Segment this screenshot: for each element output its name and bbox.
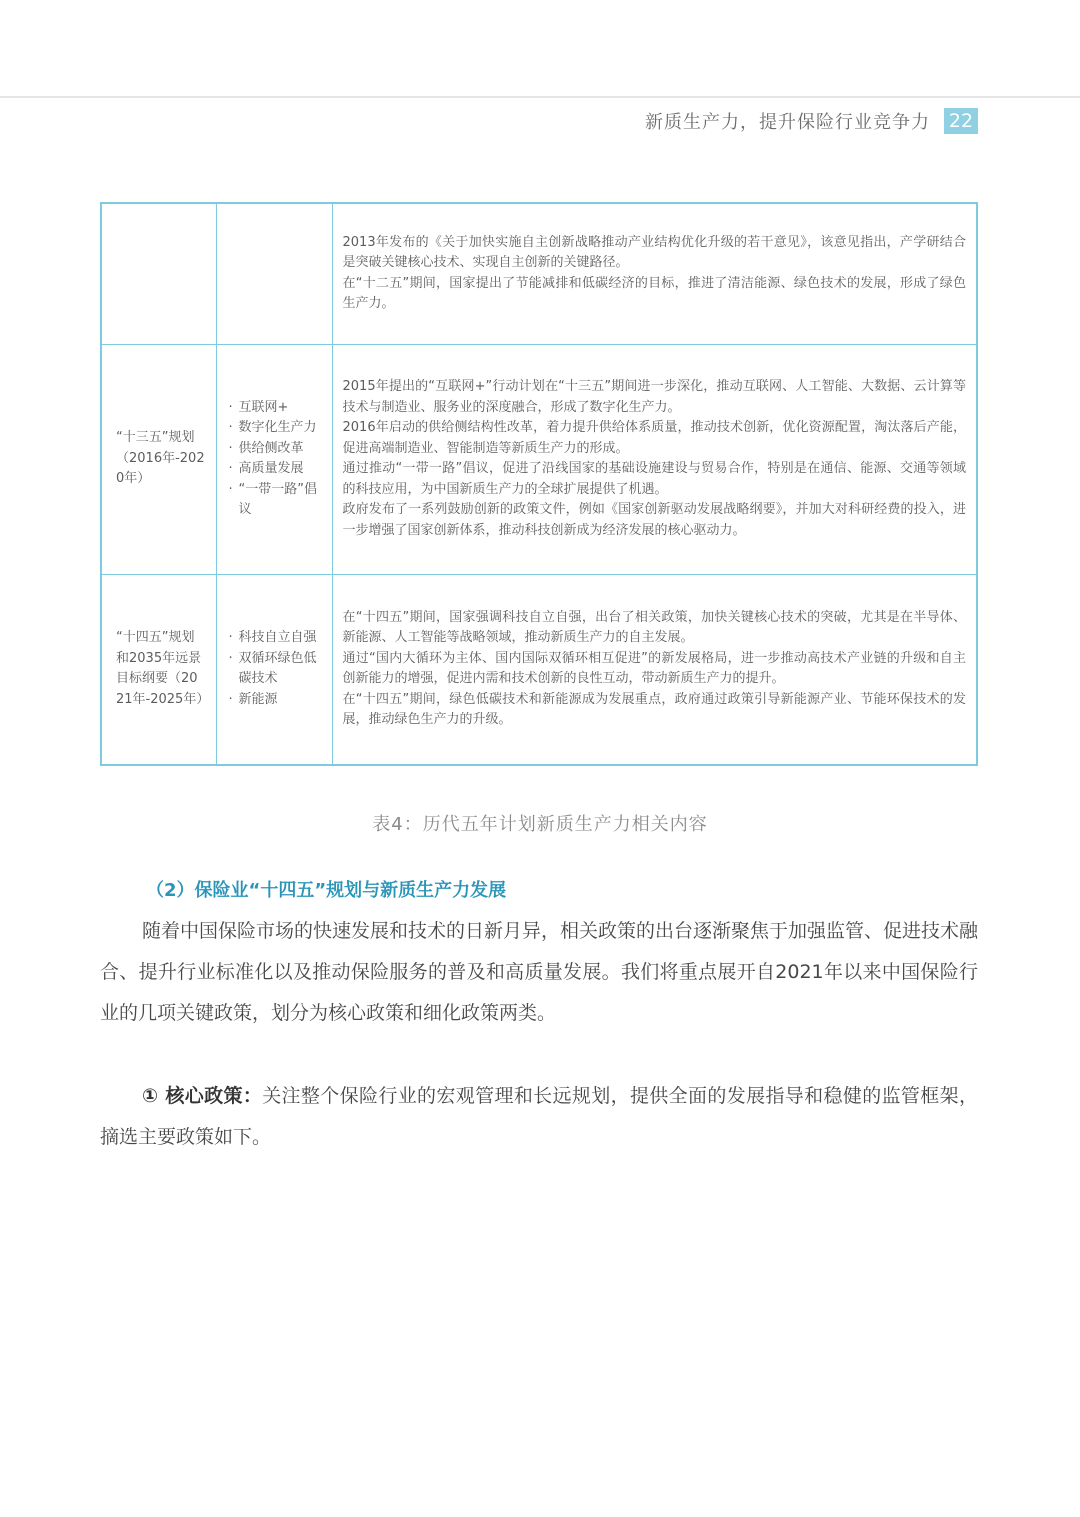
keyword-item: · 互联网+	[229, 398, 324, 419]
content-paragraph: 在“十二五”期间，国家提出了节能减排和低碳经济的目标，推进了清洁能源、绿色技术的发展，形成了绿色生产力。	[342, 275, 966, 312]
table-row	[102, 204, 976, 344]
header-divider	[0, 96, 1080, 98]
keyword-item: · 数字化生产力	[229, 418, 324, 439]
page-number-badge: 22	[944, 108, 978, 134]
period-cell	[102, 204, 216, 344]
content-paragraph: 在“十四五”期间，绿色低碳技术和新能源成为发展重点，政府通过政策引导新能源产业、节能环保技术的发展，推动绿色生产力的升级。	[342, 691, 966, 728]
content-cell	[332, 344, 976, 574]
table-row	[102, 344, 976, 574]
five-year-plan-table	[100, 202, 978, 766]
period-cell: “十四五”规划和2035年远景目标纲要（2021年-2025年）	[102, 574, 216, 764]
content-paragraph: 在“十四五”期间，国家强调科技自立自强，出台了相关政策，加快关键核心技术的突破，尤其是在半导体、新能源、人工智能等战略领域，推动新质生产力的自主发展。	[342, 609, 966, 646]
core-policy-text: 关注整个保险行业的宏观管理和长远规划，提供全面的发展指导和稳健的监管框架，摘选主要政策如下。	[100, 1085, 978, 1148]
keywords-cell	[216, 574, 332, 764]
header-title: 新质生产力，提升保险行业竞争力	[645, 112, 930, 133]
core-policy-paragraph	[100, 1076, 978, 1158]
page-header	[645, 108, 978, 134]
keywords-cell	[216, 204, 332, 344]
keyword-item: · 新能源	[229, 690, 324, 711]
keyword-item: · 高质量发展	[229, 459, 324, 480]
content-cell	[332, 204, 976, 344]
period-cell: “十三五”规划（2016年-2020年）	[102, 344, 216, 574]
content-paragraph: 通过“国内大循环为主体、国内国际双循环相互促进”的新发展格局，进一步推动高技术产业链的升级和自主创新能力的增强，促进内需和技术创新的良性互动，带动新质生产力的提升。	[342, 650, 966, 687]
content-paragraph: 2016年启动的供给侧结构性改革，着力提升供给体系质量，推动技术创新，优化资源配置，淘汰落后产能，促进高端制造业、智能制造等新质生产力的形成。	[342, 420, 966, 456]
table-caption: 表4：历代五年计划新质生产力相关内容	[372, 814, 708, 835]
section-heading: （2）保险业“十四五”规划与新质生产力发展	[146, 880, 507, 901]
keyword-item: · “一带一路”倡议	[229, 480, 324, 521]
content-paragraph: 政府发布了一系列鼓励创新的政策文件，例如《国家创新驱动发展战略纲要》，并加大对科研经费的投入，进一步增强了国家创新体系，推动科技创新成为经济发展的核心驱动力。	[342, 502, 966, 538]
table-row	[102, 574, 976, 764]
keyword-item: · 双循环绿色低碳技术	[229, 649, 324, 690]
keyword-item: · 供给侧改革	[229, 439, 324, 460]
content-paragraph: 2015年提出的“互联网+”行动计划在“十三五”期间进一步深化，推动互联网、人工智能、大数据、云计算等技术与制造业、服务业的深度融合，形成了数字化生产力。	[342, 379, 966, 415]
keyword-item: · 科技自立自强	[229, 628, 324, 649]
core-policy-label: ① 核心政策：	[142, 1085, 263, 1107]
body-paragraph: 随着中国保险市场的快速发展和技术的日新月异，相关政策的出台逐渐聚焦于加强监管、促进技术融合、提升行业标准化以及推动保险服务的普及和高质量发展。我们将重点展开自2021年以来中国保险行业的几项关键政策，划分为核心政策和细化政策两类。	[100, 920, 979, 1024]
keywords-cell	[216, 344, 332, 574]
content-paragraph: 2013年发布的《关于加快实施自主创新战略推动产业结构优化升级的若干意见》，该意见指出，产学研结合是突破关键核心技术、实现自主创新的关键路径。	[342, 234, 966, 271]
content-cell	[332, 574, 976, 764]
content-paragraph: 通过推动“一带一路”倡议，促进了沿线国家的基础设施建设与贸易合作，特别是在通信、能源、交通等领域的科技应用，为中国新质生产力的全球扩展提供了机遇。	[342, 461, 966, 497]
